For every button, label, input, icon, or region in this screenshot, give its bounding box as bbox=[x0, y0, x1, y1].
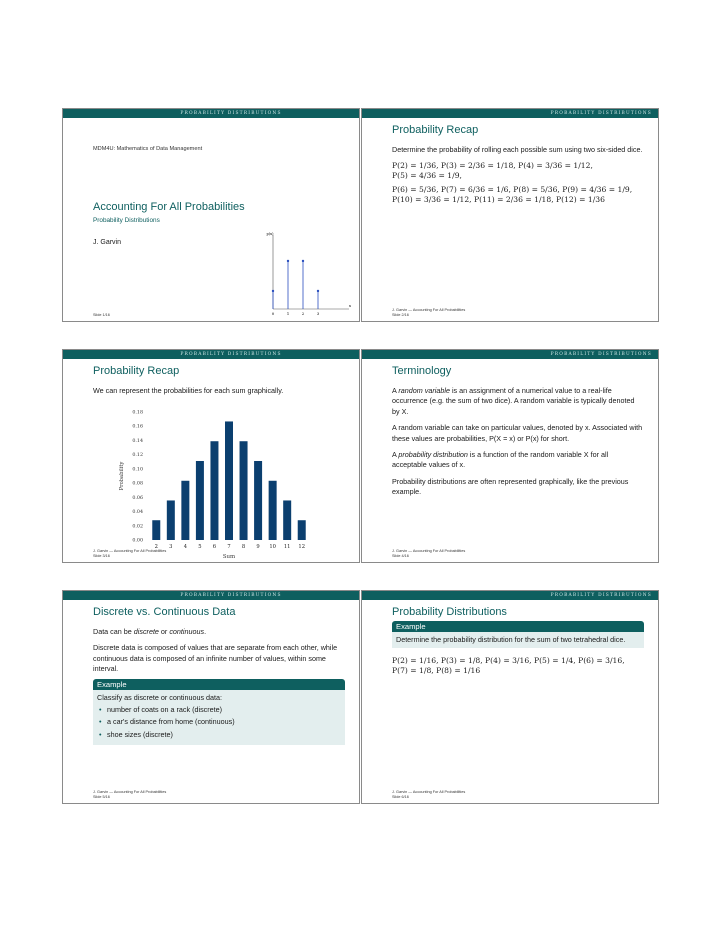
stem-3-point bbox=[317, 290, 319, 292]
x-tick-label: 2 bbox=[154, 544, 158, 550]
slide-footer bbox=[392, 549, 465, 559]
bar-2 bbox=[152, 520, 160, 540]
graphical-note: Probability distributions are often represented graphically, like the previous example. bbox=[392, 476, 629, 497]
slide-1 bbox=[62, 108, 360, 322]
equation-line-3: P(6) = 5/36, P(7) = 6/36 = 1/6, P(8) = 5/36, P(9) = 4/36 = 1/9, bbox=[392, 185, 633, 195]
slide-title: Probability Distributions bbox=[392, 606, 507, 618]
y-tick-label: 0.16 bbox=[132, 424, 143, 430]
slide-body bbox=[93, 627, 345, 745]
footer-course: J. Garvin — Accounting For All Probabilities bbox=[392, 790, 466, 794]
intro-text: Determine the probability of rolling each possible sum using two six-sided dice. bbox=[392, 145, 643, 154]
slide-footer bbox=[93, 790, 166, 800]
slide-footer bbox=[93, 549, 166, 559]
equation-line-2: P(5) = 4/36 = 1/9, bbox=[392, 171, 462, 181]
footer-course: J. Garvin — Accounting For All Probabilities bbox=[93, 549, 167, 553]
probability-distribution-definition: A probability distribution is a function of the random variable X for all acceptable values of x. bbox=[392, 450, 609, 470]
term-random-variable: random variable bbox=[398, 386, 450, 395]
slide-header-bar: PROBABILITY DISTRIBUTIONS bbox=[362, 109, 658, 118]
list-item: • shoe sizes (discrete) bbox=[97, 730, 341, 740]
slide-number: Slide 4/16 bbox=[392, 554, 409, 558]
slide-title: Probability Recap bbox=[93, 365, 180, 377]
x-tick-label: 3 bbox=[169, 544, 173, 550]
slide-6 bbox=[361, 590, 659, 804]
example-intro: Classify as discrete or continuous data: bbox=[97, 692, 223, 702]
slide-3 bbox=[62, 349, 360, 563]
intro-text: We can represent the probabilities for each sum graphically. bbox=[93, 386, 284, 395]
y-tick-label: 0.06 bbox=[132, 495, 143, 501]
data-types-explanation: Discrete data is composed of values that are separate from each other, while continuous data is composed of an infinite number of values, within some interval. bbox=[93, 643, 338, 674]
bar-5 bbox=[196, 461, 204, 540]
slide-body bbox=[392, 386, 644, 504]
plot-x-label: x bbox=[349, 304, 351, 308]
x-tick-label: 9 bbox=[256, 544, 260, 550]
example-content: Determine the probability distribution for the sum of two tetrahedral dice. bbox=[392, 632, 644, 648]
author-name: J. Garvin bbox=[93, 239, 122, 246]
slide-title: Discrete vs. Continuous Data bbox=[93, 606, 236, 618]
example-heading: Example bbox=[392, 621, 644, 632]
x-tick-label: 12 bbox=[298, 544, 306, 550]
presentation-subtitle: Probability Distributions bbox=[93, 217, 160, 224]
equation-line-2: P(7) = 1/8, P(8) = 1/16 bbox=[392, 666, 481, 676]
y-tick-label: 0.08 bbox=[132, 481, 143, 487]
slide-header-bar: PROBABILITY DISTRIBUTIONS bbox=[63, 109, 359, 118]
plot-y-label: p(x) bbox=[266, 232, 274, 236]
slide-2 bbox=[361, 108, 659, 322]
slide-number: Slide 3/16 bbox=[93, 554, 110, 558]
example-content bbox=[93, 690, 345, 746]
bar-8 bbox=[240, 441, 248, 540]
bar-10 bbox=[269, 481, 277, 540]
dice-sum-bar-chart bbox=[113, 408, 313, 560]
footer-course: J. Garvin — Accounting For All Probabilities bbox=[392, 549, 466, 553]
bar-3 bbox=[167, 500, 175, 540]
x-tick-label: 6 bbox=[212, 544, 217, 550]
x-axis-label: Sum bbox=[222, 554, 236, 560]
bar-12 bbox=[298, 520, 306, 540]
plot-tick-2: 2 bbox=[301, 311, 305, 316]
presentation-title: Accounting For All Probabilities bbox=[93, 201, 245, 213]
slide-4 bbox=[361, 349, 659, 563]
example-heading: Example bbox=[93, 679, 345, 690]
slide-number: Slide 2/16 bbox=[392, 313, 409, 317]
list-item: • a car's distance from home (continuous) bbox=[97, 717, 341, 727]
y-tick-label: 0.00 bbox=[132, 538, 143, 544]
slide-header-bar: PROBABILITY DISTRIBUTIONS bbox=[362, 350, 658, 359]
y-axis-label: Probability bbox=[119, 461, 125, 491]
x-tick-label: 11 bbox=[283, 544, 291, 550]
slide-footer bbox=[93, 313, 110, 318]
example-list bbox=[97, 705, 341, 740]
slide-body bbox=[392, 621, 644, 676]
slide-header-bar: PROBABILITY DISTRIBUTIONS bbox=[63, 350, 359, 359]
plot-tick-0: 0 bbox=[271, 311, 275, 316]
slide-number: Slide 5/16 bbox=[93, 795, 110, 799]
equation-line-1: P(2) = 1/36, P(3) = 2/36 = 1/18, P(4) = 3/36 = 1/12, bbox=[392, 161, 593, 171]
example-block bbox=[392, 621, 644, 648]
random-variable-values: A random variable can take on particular values, denoted by x. Associated with these values are probabilities, P(X = x) or P(x) for short. bbox=[392, 423, 643, 443]
bar-11 bbox=[283, 500, 291, 540]
y-tick-label: 0.14 bbox=[132, 438, 143, 444]
slide-footer bbox=[392, 790, 465, 800]
data-types-intro: Data can be discrete or continuous. bbox=[93, 627, 207, 636]
probability-stem-plot bbox=[253, 227, 353, 321]
bar-9 bbox=[254, 461, 262, 540]
y-tick-label: 0.12 bbox=[132, 453, 143, 459]
footer-course: J. Garvin — Accounting For All Probabilities bbox=[392, 308, 466, 312]
plot-tick-1: 1 bbox=[286, 311, 290, 316]
course-name: MDM4U: Mathematics of Data Management bbox=[93, 146, 203, 152]
example-block bbox=[93, 679, 345, 746]
stem-1-point bbox=[287, 260, 289, 262]
bar-6 bbox=[210, 441, 218, 540]
slide-body bbox=[93, 386, 345, 402]
stem-0-point bbox=[272, 290, 274, 292]
equation-line-1: P(2) = 1/16, P(3) = 1/8, P(4) = 3/16, P(5) = 1/4, P(6) = 3/16, bbox=[392, 656, 625, 666]
bar-4 bbox=[181, 481, 189, 540]
slide-number: Slide 1/16 bbox=[93, 313, 110, 317]
stem-2-point bbox=[302, 260, 304, 262]
x-tick-label: 8 bbox=[241, 544, 246, 550]
x-tick-label: 7 bbox=[227, 544, 231, 550]
equation-line-4: P(10) = 3/36 = 1/12, P(11) = 2/36 = 1/18, P(12) = 1/36 bbox=[392, 195, 605, 205]
y-tick-label: 0.18 bbox=[132, 410, 143, 416]
random-variable-definition: A random variable is an assignment of a numerical value to a real-life occurrence (e.g. the sum of two dice). A random variable is typically denoted by X. bbox=[392, 386, 635, 416]
slide-title: Probability Recap bbox=[392, 124, 479, 136]
list-item: • number of coats on a rack (discrete) bbox=[97, 705, 341, 715]
slide-body bbox=[392, 145, 644, 205]
slide-title: Terminology bbox=[392, 365, 452, 377]
x-tick-label: 10 bbox=[269, 544, 276, 550]
slide-header-bar: PROBABILITY DISTRIBUTIONS bbox=[63, 591, 359, 600]
bar-7 bbox=[225, 421, 233, 540]
slide-5 bbox=[62, 590, 360, 804]
term-probability-distribution: probability distribution bbox=[398, 450, 468, 460]
y-tick-label: 0.04 bbox=[132, 510, 143, 516]
x-tick-label: 5 bbox=[198, 544, 202, 550]
x-tick-label: 4 bbox=[183, 544, 188, 550]
slide-footer bbox=[392, 308, 465, 318]
slide-header-bar: PROBABILITY DISTRIBUTIONS bbox=[362, 591, 658, 600]
footer-course: J. Garvin — Accounting For All Probabilities bbox=[93, 790, 167, 794]
plot-tick-3: 3 bbox=[316, 311, 320, 316]
y-tick-label: 0.10 bbox=[132, 467, 143, 473]
slide-number: Slide 6/16 bbox=[392, 795, 409, 799]
y-tick-label: 0.02 bbox=[132, 524, 143, 530]
